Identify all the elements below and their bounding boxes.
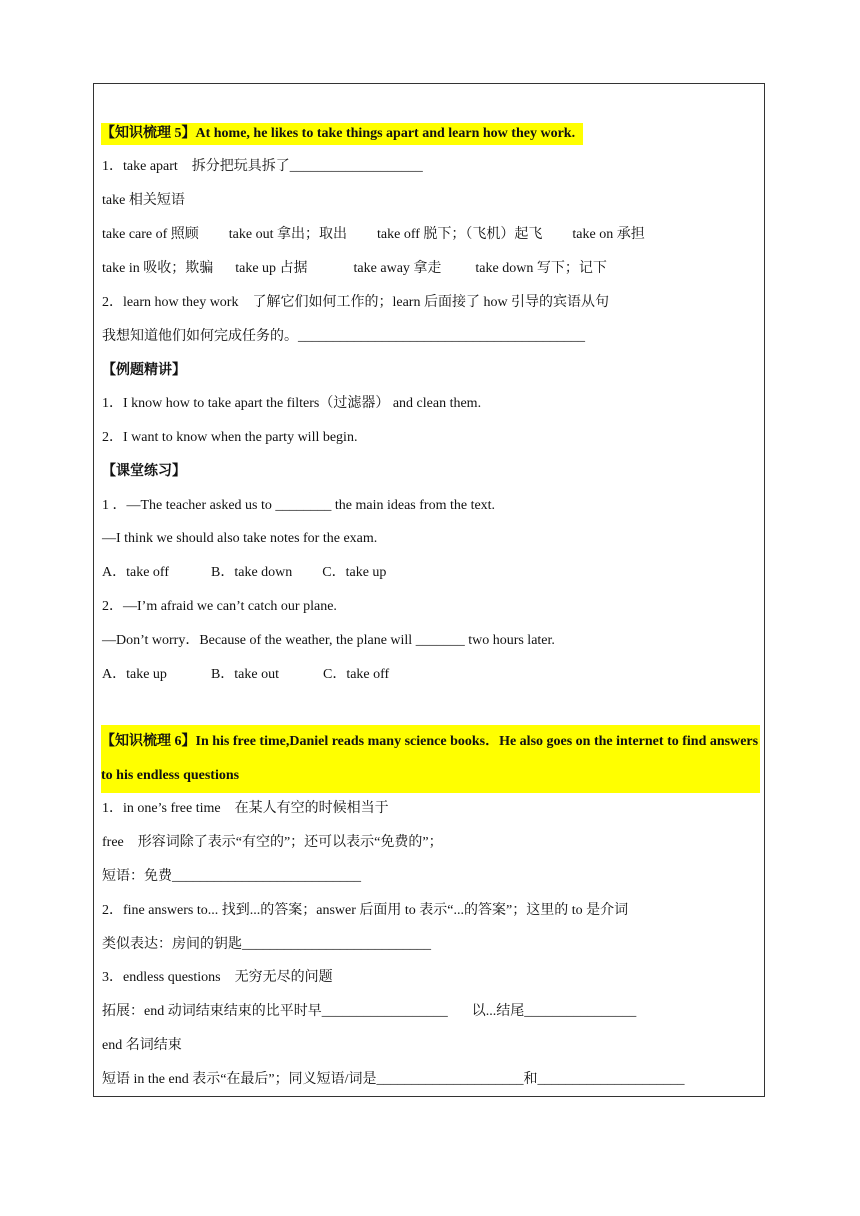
section5-line4 xyxy=(102,259,607,279)
section5-line3 xyxy=(102,225,645,245)
section6-line9: 短语 in the end 表示“在最后”；同义短语/词是_____________________和_____________________ xyxy=(102,1072,685,1087)
section5-line2: take 相关短语 xyxy=(102,193,185,208)
practice-heading: 【课堂练习】 xyxy=(102,464,186,479)
question-1-reply: —I think we should also take notes for the exam. xyxy=(102,531,378,546)
phrase-take-away: take away 拿走 xyxy=(353,261,442,276)
section6-line2: free 形容词除了表示“有空的”；还可以表示“免费的”； xyxy=(102,835,443,850)
section6-line3: 短语：免费___________________________ xyxy=(102,869,361,884)
section5-line6: 我想知道他们如何完成任务的。_________________________________________ xyxy=(102,329,585,344)
phrase-take-off: take off 脱下；（飞机）起飞 xyxy=(377,227,543,242)
option-a: A．take off xyxy=(102,565,169,580)
end-with-phrase: 以...结尾________________ xyxy=(471,1004,637,1019)
section5-title: 【知识梳理 5】At home, he likes to take things apart and learn how they work. xyxy=(101,123,583,145)
section6-line4: 2．fine answers to... 找到...的答案；answer 后面用 to 表示“...的答案”；这里的 to 是介词 xyxy=(102,903,629,918)
example-1: 1．I know how to take apart the filters（过滤器） and clean them. xyxy=(102,396,482,411)
option-b: B．take down xyxy=(211,565,293,580)
phrase-take-in: take in 吸收；欺骗 xyxy=(102,261,214,276)
question-2: 2．—I’m afraid we can’t catch our plane. xyxy=(102,599,337,614)
end-verb-phrase: 拓展：end 动词结束结束的比平时早__________________ xyxy=(102,1004,448,1019)
phrase-take-on: take on 承担 xyxy=(572,227,645,242)
phrase-take-up: take up 占据 xyxy=(235,261,308,276)
option-b: B．take out xyxy=(210,667,279,682)
question-2-options xyxy=(102,665,389,685)
section6-line8: end 名词结束 xyxy=(102,1038,182,1053)
section6-line7 xyxy=(102,1002,636,1022)
phrase-take-down: take down 写下；记下 xyxy=(475,261,607,276)
question-1-options xyxy=(102,563,386,583)
option-c: C．take up xyxy=(322,565,387,580)
question-1: 1 ．—The teacher asked us to ________ the main ideas from the text. xyxy=(102,498,496,513)
option-c: C．take off xyxy=(322,667,390,682)
section6-title: 【知识梳理 6】In his free time,Daniel reads many science books．He also goes on the internet to find answers to his endless questions xyxy=(101,725,760,793)
section5-line5: 2．learn how they work 了解它们如何工作的；learn 后面接了 how 引导的宾语从句 xyxy=(102,295,610,310)
phrase-take-out: take out 拿出；取出 xyxy=(228,227,348,242)
examples-heading: 【例题精讲】 xyxy=(102,363,186,378)
example-2: 2．I want to know when the party will begin. xyxy=(102,430,358,445)
section6-line5: 类似表达：房间的钥匙___________________________ xyxy=(102,937,431,952)
option-a: A．take up xyxy=(102,667,167,682)
section6-line1: 1．in one’s free time 在某人有空的时候相当于 xyxy=(102,801,389,816)
question-2-reply: —Don’t worry．Because of the weather, the plane will _______ two hours later. xyxy=(102,633,555,648)
phrase-take-care-of: take care of 照顾 xyxy=(102,227,199,242)
section5-line1: 1．take apart 拆分把玩具拆了___________________ xyxy=(102,159,423,174)
section6-line6: 3．endless questions 无穷无尽的问题 xyxy=(102,970,333,985)
